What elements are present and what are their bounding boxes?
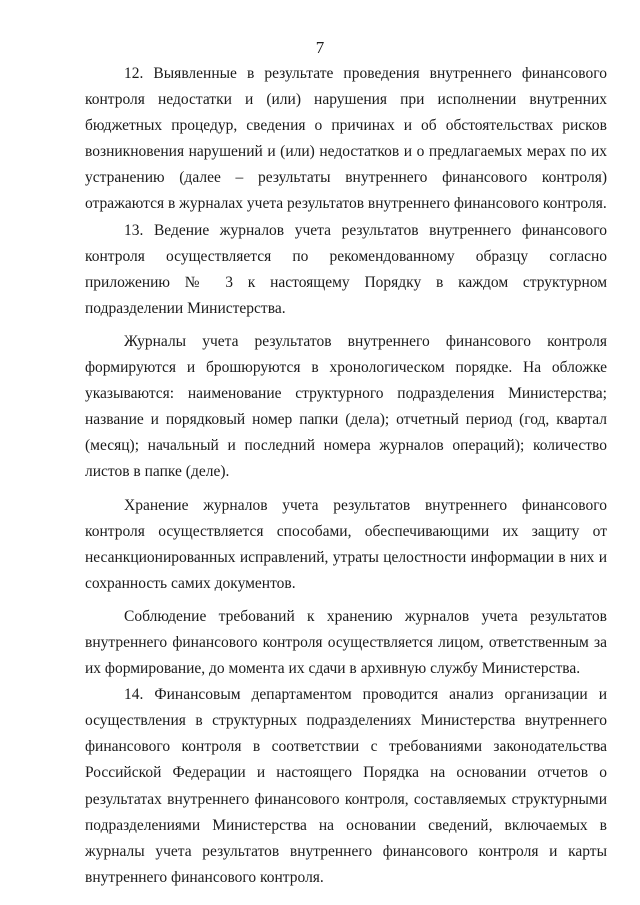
paragraph-storage-compliance: Соблюдение требований к хранению журналов учета результатов внутреннего финансового контроля осуществляется лицом, ответственным за их формирование, до момента их сдачи в архивную службу Министерства. bbox=[85, 607, 607, 678]
paragraph-12: 12. Выявленные в результате проведения внутреннего финансового контроля недостатки и (или) нарушения при исполнении внутренних бюджетных процедур, сведения о причинах и об обстоятельствах рисков возникновения нарушений и (или) недостатков и о предлагаемых мерах по их устранению (далее – результаты внутреннего финансового контроля) отражаются в журналах учета результатов внутреннего финансового контроля. bbox=[85, 65, 607, 213]
paragraph-13: 13. Ведение журналов учета результатов внутреннего финансового контроля осуществляется по рекомендованному образцу согласно приложению № 3 к настоящему Порядку в каждом структурном подразделении Министерства. bbox=[85, 221, 607, 317]
paragraph-14: 14. Финансовым департаментом проводится анализ организации и осуществления в структурных подразделениях Министерства внутреннего финансового контроля в соответствии с требованиями законодательства Российской Федерации и настоящего Порядка на основании отчетов о результатах внутреннего финансового контроля, составляемых структурными подразделениями Министерства на основании сведений, включаемых в журналы учета результатов внутреннего финансового контроля и карты внутреннего финансового контроля. bbox=[85, 686, 607, 886]
paragraph-journals-formation: Журналы учета результатов внутреннего финансового контроля формируются и брошюруются в хронологическом порядке. На обложке указываются: наименование структурного подразделения Министерства; название и порядковый номер папки (дела); отчетный период (год, квартал (месяц); начальный и последний номера журналов операций); количество листов в папке (деле). bbox=[85, 332, 607, 481]
document-body bbox=[85, 61, 607, 891]
page-number: 7 bbox=[315, 38, 325, 57]
paragraph-journals-storage: Хранение журналов учета результатов внутреннего финансового контроля осуществляется способами, обеспечивающими их защиту от несанкционированных исправлений, утраты целостности информации в них и сохранность самих документов. bbox=[85, 496, 607, 592]
